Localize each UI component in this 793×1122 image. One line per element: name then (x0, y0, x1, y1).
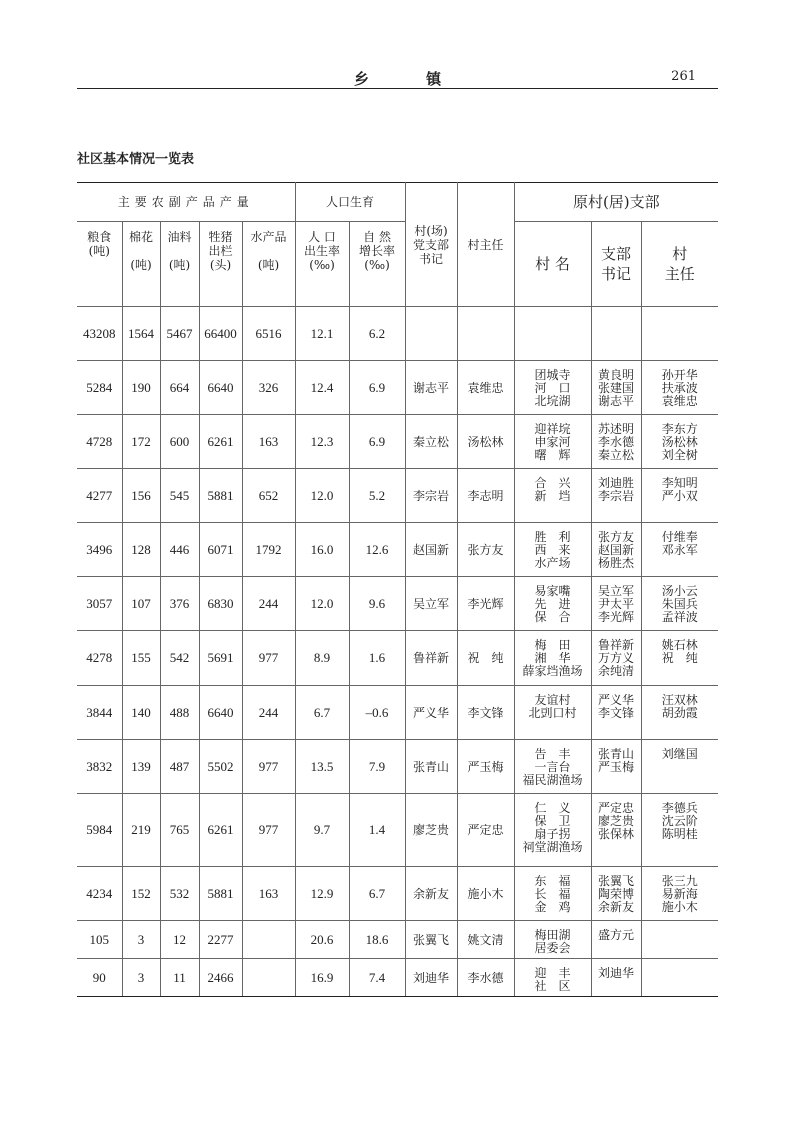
cell-birth: 12.3 (295, 415, 349, 469)
cell-birth: 12.9 (295, 867, 349, 921)
cell-head: 袁维忠 (457, 361, 514, 415)
cell-cotton: 107 (122, 577, 160, 631)
cell-hogs: 5881 (199, 867, 242, 921)
cell-hogs: 5502 (199, 740, 242, 794)
header-growth-rate: 自 然 增长率 (‰) (349, 222, 405, 307)
table-row (77, 361, 718, 415)
header-former-secretary: 支部 书记 (591, 222, 641, 307)
cell-oil: 488 (160, 686, 199, 740)
cell-former-secretaries: 张青山 严玉梅 (591, 740, 641, 794)
cell-former-names: 仁 义 保 卫 扇子拐 祠堂湖渔场 (514, 794, 591, 867)
cell-grain: 3844 (77, 686, 122, 740)
cell-head (457, 307, 514, 361)
header-hogs: 牲猪 出栏 (头) (199, 222, 242, 307)
cell-aquatic: 652 (242, 469, 295, 523)
cell-birth: 13.5 (295, 740, 349, 794)
header-oil: 油料 (吨) (160, 222, 199, 307)
cell-growth: 5.2 (349, 469, 405, 523)
table-row (77, 794, 718, 867)
cell-former-secretaries: 黄良明 张建国 谢志平 (591, 361, 641, 415)
cell-birth: 12.4 (295, 361, 349, 415)
table-row (77, 921, 718, 959)
cell-secretary: 李宗岩 (405, 469, 457, 523)
cell-oil: 600 (160, 415, 199, 469)
cell-head: 严玉梅 (457, 740, 514, 794)
header-aquatic: 水产品 (吨) (242, 222, 295, 307)
cell-secretary: 秦立松 (405, 415, 457, 469)
cell-grain: 3832 (77, 740, 122, 794)
cell-former-heads: 张三九 易新海 施小木 (641, 867, 718, 921)
table-caption: 社区基本情况一览表 (77, 152, 195, 167)
cell-former-names: 合 兴 新 垱 (514, 469, 591, 523)
cell-head: 施小木 (457, 867, 514, 921)
table-row (77, 631, 718, 686)
cell-former-heads: 付维奉 邓永军 (641, 523, 718, 577)
cell-head: 祝 纯 (457, 631, 514, 686)
cell-head: 严定忠 (457, 794, 514, 867)
cell-birth: 6.7 (295, 686, 349, 740)
cell-growth: 7.9 (349, 740, 405, 794)
table-row (77, 577, 718, 631)
cell-hogs: 2466 (199, 959, 242, 997)
cell-cotton: 172 (122, 415, 160, 469)
cell-grain: 90 (77, 959, 122, 997)
table-row (77, 867, 718, 921)
cell-former-secretaries: 张方友 赵国新 杨胜杰 (591, 523, 641, 577)
cell-cotton: 219 (122, 794, 160, 867)
cell-secretary: 廖芝贵 (405, 794, 457, 867)
cell-head: 李文锋 (457, 686, 514, 740)
cell-hogs: 6640 (199, 686, 242, 740)
cell-aquatic (242, 921, 295, 959)
table-row (77, 523, 718, 577)
cell-cotton: 190 (122, 361, 160, 415)
cell-former-names (514, 307, 591, 361)
cell-hogs: 2277 (199, 921, 242, 959)
cell-secretary: 赵国新 (405, 523, 457, 577)
cell-cotton: 128 (122, 523, 160, 577)
cell-former-secretaries: 吴立军 尹太平 李光辉 (591, 577, 641, 631)
cell-cotton: 156 (122, 469, 160, 523)
cell-hogs: 6071 (199, 523, 242, 577)
cell-growth: 7.4 (349, 959, 405, 997)
cell-former-names: 告 丰 一言台 福民湖渔场 (514, 740, 591, 794)
cell-growth: 6.9 (349, 415, 405, 469)
header-production: 主要农副产品产量 (77, 183, 295, 222)
cell-head: 李光辉 (457, 577, 514, 631)
cell-growth: 18.6 (349, 921, 405, 959)
cell-birth: 12.0 (295, 469, 349, 523)
cell-secretary: 严义华 (405, 686, 457, 740)
cell-aquatic: 244 (242, 686, 295, 740)
header-cotton: 棉花 (吨) (122, 222, 160, 307)
cell-grain: 4234 (77, 867, 122, 921)
cell-former-secretaries (591, 307, 641, 361)
cell-former-heads: 姚石林 祝 纯 (641, 631, 718, 686)
cell-secretary (405, 307, 457, 361)
cell-grain: 4277 (77, 469, 122, 523)
cell-oil: 446 (160, 523, 199, 577)
cell-secretary: 谢志平 (405, 361, 457, 415)
cell-oil: 5467 (160, 307, 199, 361)
cell-aquatic: 244 (242, 577, 295, 631)
cell-growth: 6.2 (349, 307, 405, 361)
header-village-head: 村主任 (457, 183, 514, 307)
table-row (77, 415, 718, 469)
cell-hogs: 66400 (199, 307, 242, 361)
cell-former-names: 迎祥垸 申家河 曙 辉 (514, 415, 591, 469)
cell-growth: 1.6 (349, 631, 405, 686)
cell-grain: 105 (77, 921, 122, 959)
cell-hogs: 6640 (199, 361, 242, 415)
cell-secretary: 张青山 (405, 740, 457, 794)
cell-former-secretaries: 严义华 李文锋 (591, 686, 641, 740)
cell-former-secretaries: 盛方元 (591, 921, 641, 959)
table-row (77, 307, 718, 361)
cell-aquatic: 977 (242, 631, 295, 686)
cell-cotton: 139 (122, 740, 160, 794)
cell-former-names: 易家嘴 先 进 保 合 (514, 577, 591, 631)
cell-growth: 6.7 (349, 867, 405, 921)
header-population: 人口生育 (295, 183, 405, 222)
cell-head: 姚文清 (457, 921, 514, 959)
cell-former-secretaries: 严定忠 廖芝贵 张保林 (591, 794, 641, 867)
cell-former-heads: 汪双林 胡劲霞 (641, 686, 718, 740)
cell-birth: 12.0 (295, 577, 349, 631)
cell-former-heads (641, 921, 718, 959)
cell-former-names: 梅 田 湘 华 薛家垱渔场 (514, 631, 591, 686)
running-header (77, 58, 718, 89)
cell-former-names: 团城寺 河 口 北垸湖 (514, 361, 591, 415)
cell-hogs: 6261 (199, 794, 242, 867)
header-birth-rate: 人 口 出生率 (‰) (295, 222, 349, 307)
cell-former-heads (641, 959, 718, 997)
header-former-head: 村 主任 (641, 222, 718, 307)
cell-aquatic: 163 (242, 867, 295, 921)
cell-birth: 16.9 (295, 959, 349, 997)
cell-former-secretaries: 张翼飞 陶荣博 余新友 (591, 867, 641, 921)
cell-aquatic: 1792 (242, 523, 295, 577)
cell-cotton: 152 (122, 867, 160, 921)
page-number: 261 (671, 69, 696, 84)
table-row (77, 469, 718, 523)
cell-birth: 12.1 (295, 307, 349, 361)
cell-oil: 12 (160, 921, 199, 959)
cell-cotton: 3 (122, 959, 160, 997)
cell-oil: 376 (160, 577, 199, 631)
header-party-secretary: 村(场) 党支部 书记 (405, 183, 457, 307)
cell-head: 李水德 (457, 959, 514, 997)
cell-former-names: 迎 丰 社 区 (514, 959, 591, 997)
header-former-name: 村 名 (514, 222, 591, 307)
cell-growth: 9.6 (349, 577, 405, 631)
table-body (77, 307, 718, 997)
cell-birth: 16.0 (295, 523, 349, 577)
cell-grain: 4728 (77, 415, 122, 469)
cell-cotton: 155 (122, 631, 160, 686)
cell-aquatic: 977 (242, 740, 295, 794)
cell-hogs: 6261 (199, 415, 242, 469)
cell-grain: 3057 (77, 577, 122, 631)
cell-former-secretaries: 刘迪胜 李宗岩 (591, 469, 641, 523)
cell-cotton: 3 (122, 921, 160, 959)
cell-birth: 8.9 (295, 631, 349, 686)
cell-former-secretaries: 鲁祥新 万方义 余纯清 (591, 631, 641, 686)
header-grain: 粮食 (吨) (77, 222, 122, 307)
cell-former-heads: 汤小云 朱国兵 孟祥波 (641, 577, 718, 631)
cell-growth: 6.9 (349, 361, 405, 415)
cell-growth: –0.6 (349, 686, 405, 740)
community-table (77, 182, 718, 997)
cell-head: 张方友 (457, 523, 514, 577)
cell-cotton: 140 (122, 686, 160, 740)
cell-hogs: 5881 (199, 469, 242, 523)
cell-oil: 765 (160, 794, 199, 867)
cell-aquatic: 977 (242, 794, 295, 867)
header-title: 乡 镇 (353, 70, 468, 88)
cell-grain: 3496 (77, 523, 122, 577)
cell-oil: 11 (160, 959, 199, 997)
cell-former-heads: 孙开华 扶承波 袁维忠 (641, 361, 718, 415)
cell-growth: 1.4 (349, 794, 405, 867)
header-former: 原村(居)支部 (514, 183, 718, 222)
cell-oil: 487 (160, 740, 199, 794)
cell-oil: 545 (160, 469, 199, 523)
cell-growth: 12.6 (349, 523, 405, 577)
cell-former-heads: 李东方 汤松林 刘全树 (641, 415, 718, 469)
cell-hogs: 5691 (199, 631, 242, 686)
cell-former-heads: 李知明 严小双 (641, 469, 718, 523)
cell-oil: 542 (160, 631, 199, 686)
table-row (77, 686, 718, 740)
cell-former-names: 胜 利 西 来 水产场 (514, 523, 591, 577)
cell-secretary: 刘迪华 (405, 959, 457, 997)
cell-cotton: 1564 (122, 307, 160, 361)
cell-former-heads: 李德兵 沈云阶 陈明桂 (641, 794, 718, 867)
cell-oil: 532 (160, 867, 199, 921)
cell-former-secretaries: 苏述明 李水德 秦立松 (591, 415, 641, 469)
cell-former-names: 友谊村 北剅口村 (514, 686, 591, 740)
cell-former-heads: 刘继国 (641, 740, 718, 794)
cell-oil: 664 (160, 361, 199, 415)
table-row (77, 740, 718, 794)
cell-secretary: 余新友 (405, 867, 457, 921)
cell-secretary: 张翼飞 (405, 921, 457, 959)
cell-secretary: 鲁祥新 (405, 631, 457, 686)
cell-former-secretaries: 刘迪华 (591, 959, 641, 997)
cell-aquatic: 163 (242, 415, 295, 469)
cell-aquatic: 326 (242, 361, 295, 415)
cell-birth: 9.7 (295, 794, 349, 867)
cell-grain: 43208 (77, 307, 122, 361)
cell-aquatic: 6516 (242, 307, 295, 361)
table-row (77, 959, 718, 997)
cell-grain: 4278 (77, 631, 122, 686)
cell-aquatic (242, 959, 295, 997)
cell-former-names: 东 福 长 福 金 鸡 (514, 867, 591, 921)
cell-grain: 5984 (77, 794, 122, 867)
cell-head: 李志明 (457, 469, 514, 523)
cell-birth: 20.6 (295, 921, 349, 959)
cell-former-heads (641, 307, 718, 361)
cell-former-names: 梅田湖 居委会 (514, 921, 591, 959)
cell-hogs: 6830 (199, 577, 242, 631)
cell-secretary: 吴立军 (405, 577, 457, 631)
cell-grain: 5284 (77, 361, 122, 415)
cell-head: 汤松林 (457, 415, 514, 469)
